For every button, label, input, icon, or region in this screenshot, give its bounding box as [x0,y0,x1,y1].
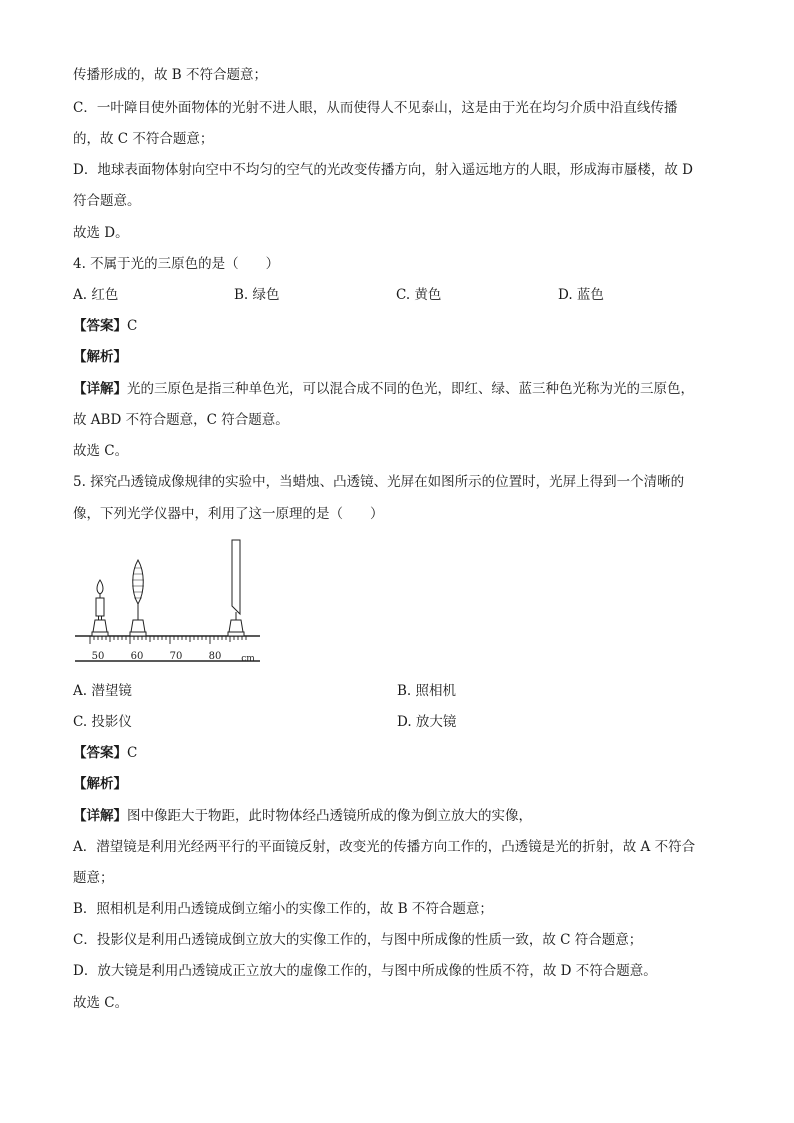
q4-detail-line [73,380,694,398]
question-5-stem: 5. 探究凸透镜成像规律的实验中，当蜡烛、凸透镜、光屏在如图所示的位置时，光屏上得到一个清晰的 [73,474,685,490]
q5-detail-d: D．放大镜是利用凸透镜成正立放大的虚像工作的，与图中所成像的性质不符，故 D 不符合题意。 [73,963,657,979]
text-line: D．地球表面物体射向空中不均匀的空气的光改变传播方向，射入遥远地方的人眼，形成海市蜃楼，故 D [73,162,693,178]
light-screen-icon [228,540,244,636]
answer-value: C [127,745,138,761]
detail-text: 光的三原色是指三种单色光，可以混合成不同的色光，即红、绿、蓝三种色光称为光的三原色， [127,381,694,397]
q4-analysis-tag: 【解析】 [73,349,127,365]
q5-option-d: D. 放大镜 [397,714,457,730]
conclusion-line: 故选 D。 [73,225,129,241]
text-line: C．一叶障目使外面物体的光射不进人眼，从而使得人不见泰山，这是由于光在均匀介质中沿直线传播 [73,100,678,116]
q4-answer [73,317,137,335]
q4-detail-line-2: 故 ABD 不符合题意，C 符合题意。 [73,412,289,428]
detail-text: 图中像距大于物距，此时物体经凸透镜所成的像为倒立放大的实像， [127,808,532,824]
q5-detail-line [73,807,532,825]
question-4-stem: 4. 不属于光的三原色的是（ ） [73,256,280,272]
answer-tag: 【答案】 [73,318,127,334]
q4-option-c: C. 黄色 [396,287,442,303]
optical-bench-figure [70,536,270,666]
q5-analysis-tag: 【解析】 [73,776,127,792]
q4-option-a: A. 红色 [73,287,119,303]
q5-detail-a-cont: 题意； [73,870,114,886]
detail-tag: 【详解】 [73,381,127,397]
tick-label-80: 80 [208,651,222,662]
tick-label-60: 60 [130,651,144,662]
q4-conclusion: 故选 C。 [73,443,129,459]
tick-label-50: 50 [91,651,105,662]
text-line: 的，故 C 不符合题意； [73,131,214,147]
convex-lens-icon [130,560,146,636]
answer-tag: 【答案】 [73,745,127,761]
detail-tag: 【详解】 [73,808,127,824]
q4-option-d: D. 蓝色 [558,287,604,303]
candle-icon [92,580,108,636]
q4-option-b: B. 绿色 [234,287,280,303]
q5-detail-c: C．投影仪是利用凸透镜成倒立放大的实像工作的，与图中所成像的性质一致，故 C 符合题意； [73,932,643,948]
tick-label-70: 70 [169,651,183,662]
q5-conclusion: 故选 C。 [73,995,129,1011]
ruler-ticks [90,636,246,644]
question-5-stem-2: 像，下列光学仪器中，利用了这一原理的是（ ） [73,506,384,522]
text-line: 符合题意。 [73,193,141,209]
q5-option-a: A. 潜望镜 [73,683,132,699]
q5-answer [73,744,137,762]
answer-value: C [127,318,138,334]
q5-detail-b: B．照相机是利用凸透镜成倒立缩小的实像工作的，故 B 不符合题意； [73,901,493,917]
q5-option-c: C. 投影仪 [73,714,132,730]
q5-detail-a: A．潜望镜是利用光经两平行的平面镜反射，改变光的传播方向工作的，凸透镜是光的折射，故 A 不符合 [73,839,696,855]
q5-option-b: B. 照相机 [397,683,457,699]
ruler-unit-label: cm [241,654,255,664]
text-line: 传播形成的，故 B 不符合题意； [73,67,268,83]
